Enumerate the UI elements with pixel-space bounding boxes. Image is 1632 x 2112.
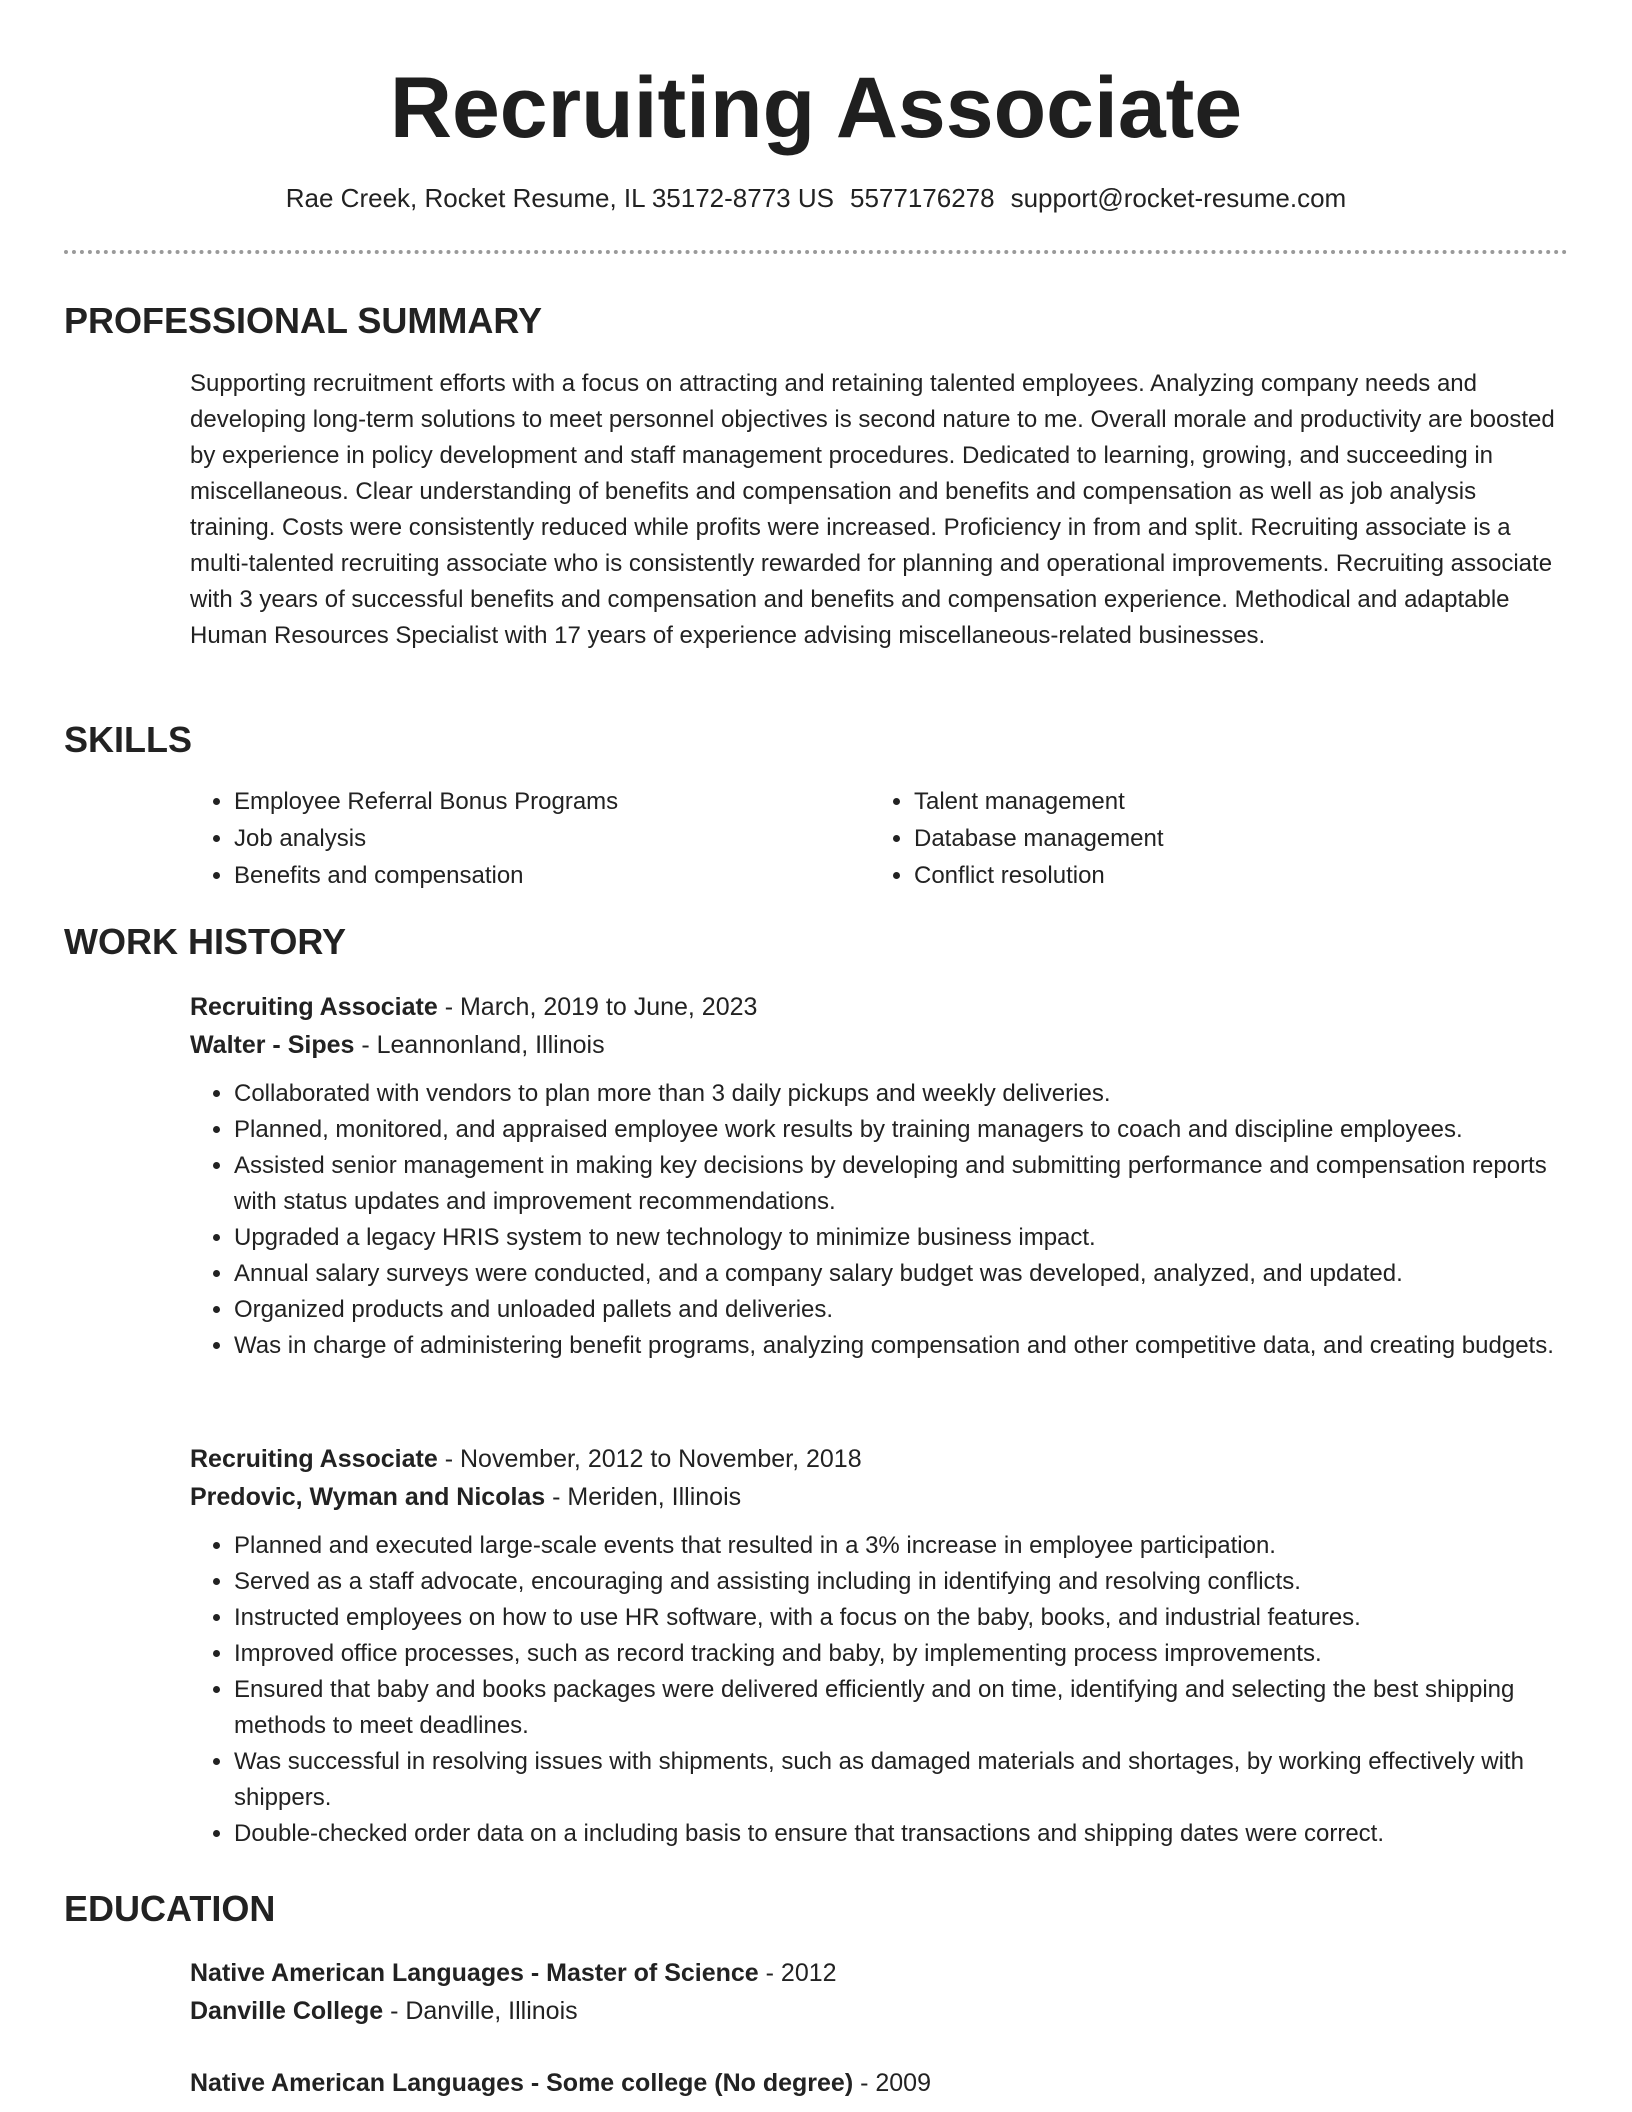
education-degree: Native American Languages - Master of Science (190, 1959, 759, 1987)
summary-heading: PROFESSIONAL SUMMARY (64, 300, 543, 341)
job-bullet: • Was successful in resolving issues with shipments, such as damaged materials and shortages, by working effectively with shippers. (234, 1744, 1568, 1816)
skills-heading: SKILLS (64, 719, 193, 760)
job-dates: - March, 2019 to June, 2023 (437, 993, 758, 1021)
work-heading: WORK HISTORY (64, 921, 347, 962)
job-bullet: • Annual salary surveys were conducted, and a company salary budget was developed, analyzed, and updated. (234, 1256, 1568, 1292)
job-bullet: • Ensured that baby and books packages were delivered efficiently and on time, identifying and selecting the best shipping methods to meet deadlines. (234, 1672, 1568, 1744)
contact-phone: 5577176278 (849, 183, 995, 213)
job-company-line (190, 1026, 1568, 1064)
job-bullet: • Organized products and unloaded pallets and deliveries. (234, 1292, 1568, 1328)
skill-item: • Benefits and compensation (234, 857, 870, 894)
skill-item: • Job analysis (234, 820, 870, 857)
job-bullet: • Was in charge of administering benefit programs, analyzing compensation and other competitive data, and creating budgets. (234, 1328, 1568, 1364)
job-bullet: • Served as a staff advocate, encouraging and assisting including in identifying and resolving conflicts. (234, 1564, 1568, 1600)
job-company: Predovic, Wyman and Nicolas (190, 1483, 546, 1511)
education-entry (190, 2064, 1568, 2102)
job-bullet: • Planned, monitored, and appraised employee work results by training managers to coach and discipline employees. (234, 1112, 1568, 1148)
job-dates: - November, 2012 to November, 2018 (437, 1445, 862, 1473)
job-company: Walter - Sipes (190, 1031, 355, 1059)
job-bullet: • Improved office processes, such as record tracking and baby, by implementing process improvements. (234, 1636, 1568, 1672)
skill-item: • Employee Referral Bonus Programs (234, 783, 870, 820)
education-school: Danville College (190, 1997, 384, 2025)
contact-email: support@rocket-resume.com (1010, 183, 1347, 213)
summary-text: Supporting recruitment efforts with a focus on attracting and retaining talented employees. Analyzing company needs and developing long-term solutions to meet personnel objectives is second nature to me. Overall morale and productivity are boosted by experience in policy development and staff management procedures. Dedicated to learning, growing, and succeeding in miscellaneous. Clear understanding of benefits and compensation and benefits and compensation as well as job analysis training. Costs were consistently reduced while profits were increased. Proficiency in from and split. Recruiting associate is a multi-talented recruiting associate who is consistently rewarded for planning and operational improvements. Recruiting associate with 3 years of successful benefits and compensation and benefits and compensation experience. Methodical and adaptable Human Resources Specialist with 17 years of experience advising miscellaneous-related businesses. (190, 370, 1555, 649)
job-bullet: • Upgraded a legacy HRIS system to new technology to minimize business impact. (234, 1220, 1568, 1256)
job-bullets (190, 1528, 1568, 1852)
education-degree-line (190, 1954, 1568, 1992)
education-year: - 2009 (853, 2069, 931, 2097)
job-bullet: • Instructed employees on how to use HR software, with a focus on the baby, books, and industrial features. (234, 1600, 1568, 1636)
job-bullets (190, 1076, 1568, 1364)
job-title-line (190, 988, 1568, 1026)
job-title-line (190, 1440, 1568, 1478)
skill-item: • Talent management (914, 783, 1550, 820)
skills-list (190, 783, 1568, 894)
job-location: - Leannonland, Illinois (354, 1031, 605, 1059)
job-entry (190, 1440, 1568, 1852)
education-entry (190, 1954, 1568, 2030)
job-bullet: • Planned and executed large-scale events that resulted in a 3% increase in employee participation. (234, 1528, 1568, 1564)
skills-column-left (190, 783, 870, 894)
header-divider (64, 250, 1568, 254)
contact-address: Rae Creek, Rocket Resume, IL 35172-8773 US (285, 183, 834, 213)
education-degree: Native American Languages - Some college (No degree) (190, 2069, 854, 2097)
contact-line (0, 180, 1632, 216)
job-location: - Meriden, Illinois (545, 1483, 742, 1511)
education-heading: EDUCATION (64, 1888, 276, 1929)
education-location: - Danville, Illinois (383, 1997, 578, 2025)
education-school-line (190, 1992, 1568, 2030)
job-bullet: • Double-checked order data on a including basis to ensure that transactions and shipping dates were correct. (234, 1816, 1568, 1852)
job-title: Recruiting Associate (190, 1445, 438, 1473)
job-title: Recruiting Associate (190, 993, 438, 1021)
job-bullet: • Collaborated with vendors to plan more than 3 daily pickups and weekly deliveries. (234, 1076, 1568, 1112)
skill-item: • Database management (914, 820, 1550, 857)
education-degree-line (190, 2064, 1568, 2102)
education-year: - 2012 (758, 1959, 837, 1987)
resume-name: Recruiting Associate (389, 60, 1243, 156)
skills-column-right (870, 783, 1550, 894)
job-bullet: • Assisted senior management in making key decisions by developing and submitting performance and compensation reports with status updates and improvement recommendations. (234, 1148, 1568, 1220)
job-company-line (190, 1478, 1568, 1516)
skill-item: • Conflict resolution (914, 857, 1550, 894)
job-entry (190, 988, 1568, 1364)
